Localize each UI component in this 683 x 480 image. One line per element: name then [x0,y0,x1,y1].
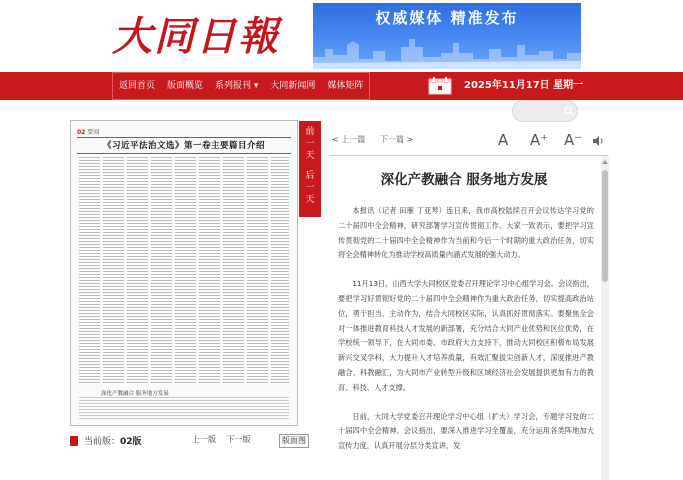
font-increase-button[interactable]: A⁺ [530,131,549,149]
font-decrease-button[interactable]: A⁻ [564,131,583,149]
newspaper-page-image[interactable] [70,120,298,426]
nav-series-papers[interactable]: 系列报刊 ▾ [215,81,259,91]
paper-header [77,127,291,137]
paper-page-section: 要闻 [87,129,100,136]
next-page-link[interactable]: 下一版 [226,435,251,444]
nav-page-overview[interactable]: 版面概览 [167,81,204,91]
day-switch-tab[interactable] [299,121,321,217]
nav-media-matrix[interactable]: 媒体矩阵 [327,81,364,91]
side-tab-char: 一 [305,183,315,193]
article-paragraph: 本报讯（记者 田雁 丁亚琴）连日来，我市高校陆续召开会议传达学习党的二十届四中全会精神，研究部署学习宣传贯彻工作。大家一致表示，要把学习宣传贯彻党的二十届四中全会精神作为当前和今后一个时期的重大政治任务，切实将全会精神转化为推动学校高质量内涵式发展的强大动力。 [338,206,594,260]
side-tab-char: 天 [305,151,315,161]
paper-foot-text [79,397,289,421]
current-page-indicator [84,434,142,447]
article-toolbar [330,131,608,152]
logo-text: 大同日報 [112,13,280,60]
side-tab-char: 后 [305,171,315,181]
paper-text-columns [79,157,289,385]
main-nav [112,72,370,100]
article-paragraph: 11月13日，山西大学大同校区党委召开理论学习中心组学习会。会议指出，要把学习好贯彻好党的二十届四中全会精神作为重大政治任务，切实提高政治站位，勇于担当、主动作为，结合大同校区实际，认真抓好贯彻落实。要聚焦全会对一体推进教育科技人才发展的新部署，充分结合大同产业优势和区位优势，在学校统一领导下，在大同市委、市政府大力支持下，推动大同校区积极布局发展新兴交叉学科，大力提升人才培养质量，有效汇聚拔尖创新人才，深度推进产教融合、科教融汇，为大同市产业转型升级和区域经济社会发展提供更加有力的教育、科技、人才支撑。 [338,279,594,392]
paper-page-number: 02 [77,129,86,136]
side-tab-char: 一 [305,139,315,149]
speaker-icon[interactable] [592,135,605,147]
paper-rule-title [77,153,291,154]
search-icon[interactable] [564,106,574,116]
font-normal-button[interactable]: A [498,131,509,149]
site-logo[interactable] [112,10,280,64]
page-pager [192,434,259,445]
current-page-label: 当前版： [84,437,121,447]
side-tab-char: 前 [305,127,315,137]
nav-news-site[interactable]: 大同新闻网 [270,81,316,91]
scroll-up-icon[interactable] [601,158,609,166]
paper-foot-headline[interactable]: 深化产教融合 服务地方发展 [101,391,169,397]
side-tab-char: 天 [305,195,315,205]
chevron-left-icon: < [332,135,342,144]
next-article-label: 下一篇 [380,135,404,144]
article-paragraph: 日前，大同大学党委召开理论学习中心组（扩大）学习会，专题学习党的二十届四中全会精神。会议指出，要深入推进学习全覆盖，充分运用各类阵地加大宣传力度，认真开展分层分类宣讲，发 [338,411,594,451]
paper-page-title: 《习近平法治文选》第一卷主要篇目介绍 [102,141,265,151]
article-panel [330,155,608,480]
article-body [338,204,594,468]
paper-rule-top [77,137,291,138]
prev-page-link[interactable]: 上一版 [192,435,216,444]
current-date: 2025年11月17日 星期一 [464,80,584,91]
layout-view-button[interactable]: 版面图 [279,434,309,448]
banner-slogan: 权威媒体 精准发布 [375,9,519,27]
next-article-link[interactable] [380,134,413,145]
header-banner [313,3,581,69]
nav-home[interactable]: 返回首页 [119,81,156,91]
prev-article-label: 上一篇 [341,135,366,144]
city-skyline-image [313,35,581,69]
prev-article-link[interactable] [332,134,365,145]
pdf-icon[interactable] [70,436,78,446]
scrollbar-thumb[interactable] [602,170,608,282]
calendar-icon[interactable] [428,77,452,95]
chevron-right-icon: > [404,135,414,144]
article-title: 深化产教融合 服务地方发展 [380,172,548,188]
current-page-value: 02版 [120,437,142,447]
